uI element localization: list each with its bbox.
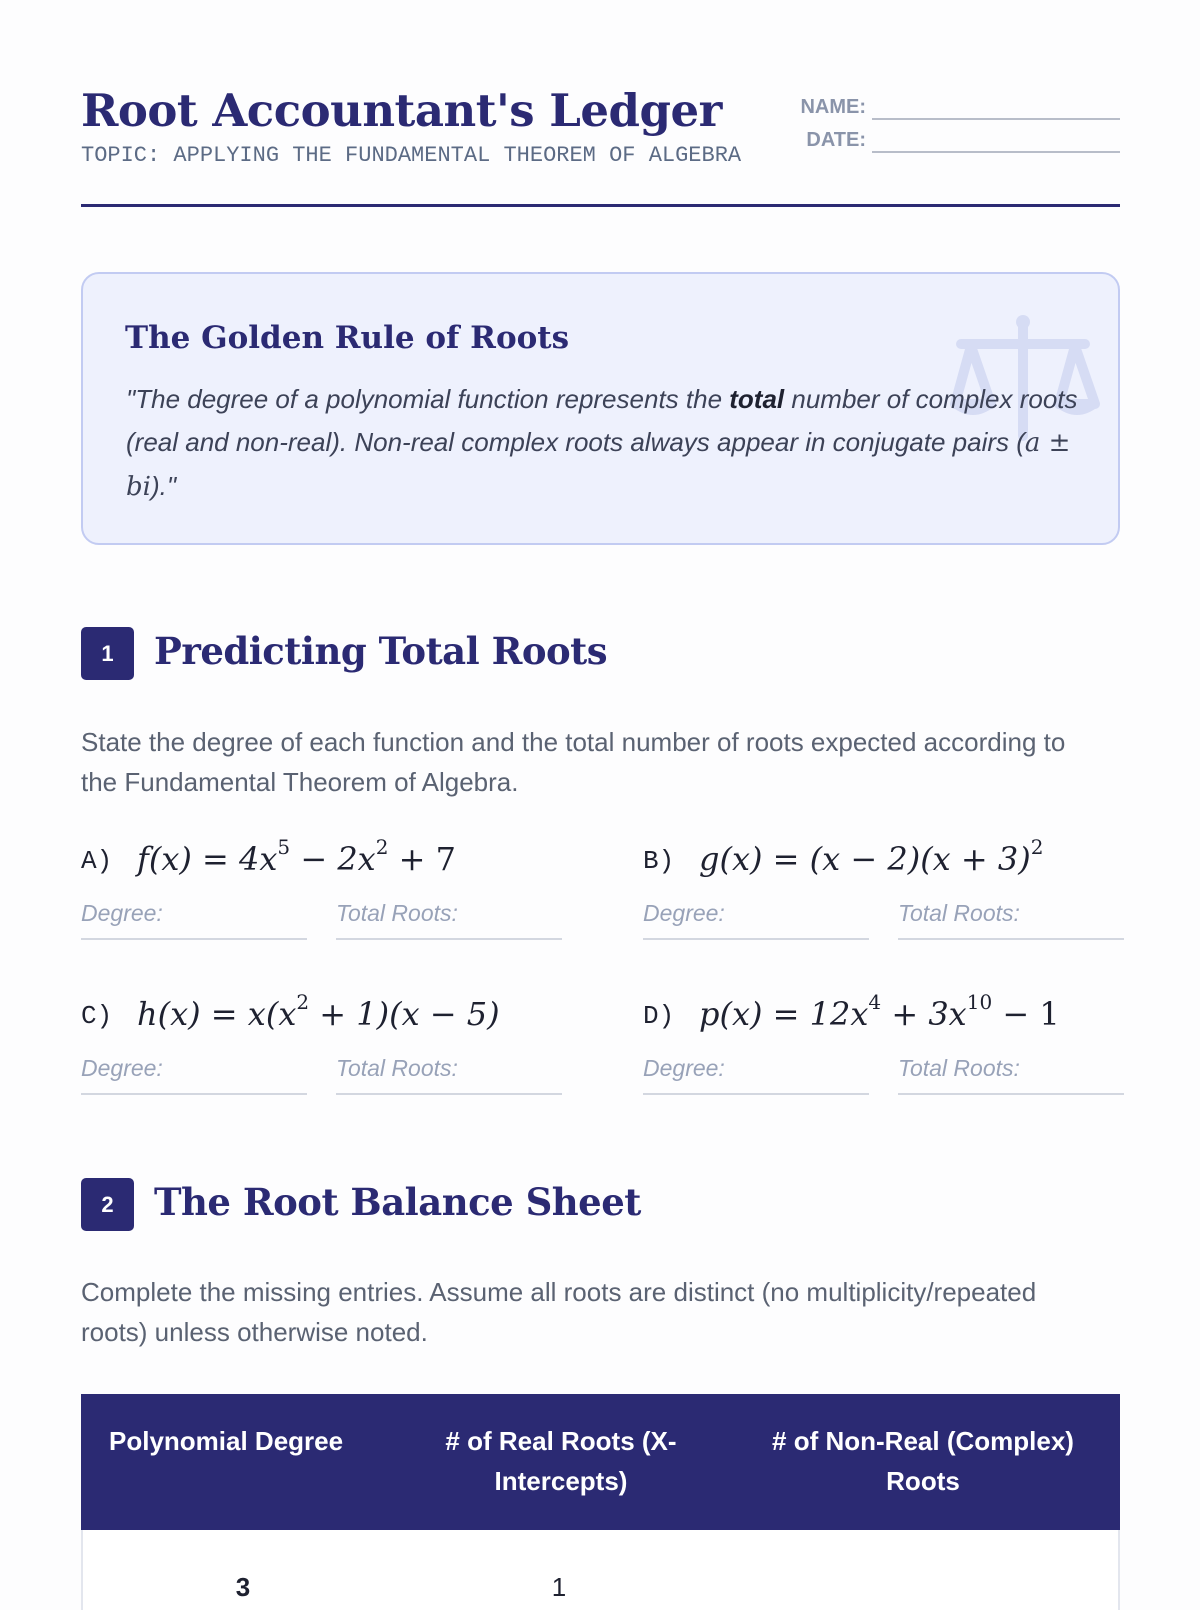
cell-degree: 3: [235, 1572, 251, 1602]
name-label: NAME:: [800, 96, 866, 118]
column-header-degree: Polynomial Degree: [109, 1426, 344, 1456]
worksheet-header: [81, 80, 1120, 207]
golden-rule-box: [81, 272, 1120, 545]
section-1-number: 1: [81, 627, 134, 680]
total-roots-field[interactable]: Total Roots:: [898, 1055, 1124, 1095]
problem-label: C): [81, 1001, 113, 1031]
table-header: [81, 1394, 1120, 1530]
problem-a: [81, 835, 562, 950]
cell-real-roots: 1: [551, 1572, 567, 1602]
date-field[interactable]: [799, 129, 1120, 155]
problem-label: A): [81, 846, 113, 876]
root-balance-table: [81, 1394, 1120, 1610]
degree-field[interactable]: Degree:: [643, 1055, 869, 1095]
total-roots-field[interactable]: Total Roots:: [336, 900, 562, 940]
problem-label: D): [643, 1001, 675, 1031]
date-label: DATE:: [806, 129, 866, 151]
rule-text: "The degree of a polynomial function represents the total number of complex roots (real and non-real). Non-real complex roots always appear in conjugate pairs (a ± bi).": [126, 384, 1078, 502]
problem-equation: $f(x) = 4x^5 - 2x^2 + 7$: [137, 835, 456, 878]
date-line[interactable]: [872, 151, 1120, 153]
section-2-instructions: Complete the missing entries. Assume all roots are distinct (no multiplicity/repeated roots) unless otherwise noted.: [81, 1277, 1037, 1347]
rule-heading: The Golden Rule of Roots: [125, 320, 570, 356]
page-title: Root Accountant's Ledger: [81, 84, 722, 137]
column-header-nonreal-roots: # of Non-Real (Complex) Roots: [772, 1426, 1074, 1496]
topic-line: TOPIC: APPLYING THE FUNDAMENTAL THEOREM OF ALGEBRA: [81, 143, 742, 168]
problem-label: B): [643, 846, 675, 876]
degree-field[interactable]: Degree:: [81, 1055, 307, 1095]
problem-equation: $h(x) = x(x^2 + 1)(x - 5)$: [137, 990, 500, 1033]
rule-emphasis: total: [729, 384, 785, 414]
column-header-real-roots: # of Real Roots (X-Intercepts): [445, 1426, 677, 1496]
section-2-number: 2: [81, 1178, 134, 1231]
degree-field[interactable]: Degree:: [81, 900, 307, 940]
table-row: [81, 1530, 1120, 1610]
name-field[interactable]: [799, 96, 1120, 122]
conjugate-math: a ± bi: [126, 428, 1071, 502]
degree-field[interactable]: Degree:: [643, 900, 869, 940]
section-1-title: Predicting Total Roots: [154, 629, 608, 673]
problem-b: [643, 835, 1124, 950]
section-1-instructions: State the degree of each function and the total number of roots expected according to the Fundamental Theorem of Algebra.: [81, 727, 1066, 797]
problem-c: [81, 990, 562, 1105]
problem-equation: $g(x) = (x - 2)(x + 3)^2$: [699, 835, 1044, 878]
problem-d: [643, 990, 1124, 1105]
section-2-title: The Root Balance Sheet: [154, 1180, 641, 1224]
total-roots-field[interactable]: Total Roots:: [336, 1055, 562, 1095]
total-roots-field[interactable]: Total Roots:: [898, 900, 1124, 940]
problem-equation: $p(x) = 12x^4 + 3x^{10} - 1$: [699, 990, 1060, 1033]
name-line[interactable]: [872, 118, 1120, 120]
